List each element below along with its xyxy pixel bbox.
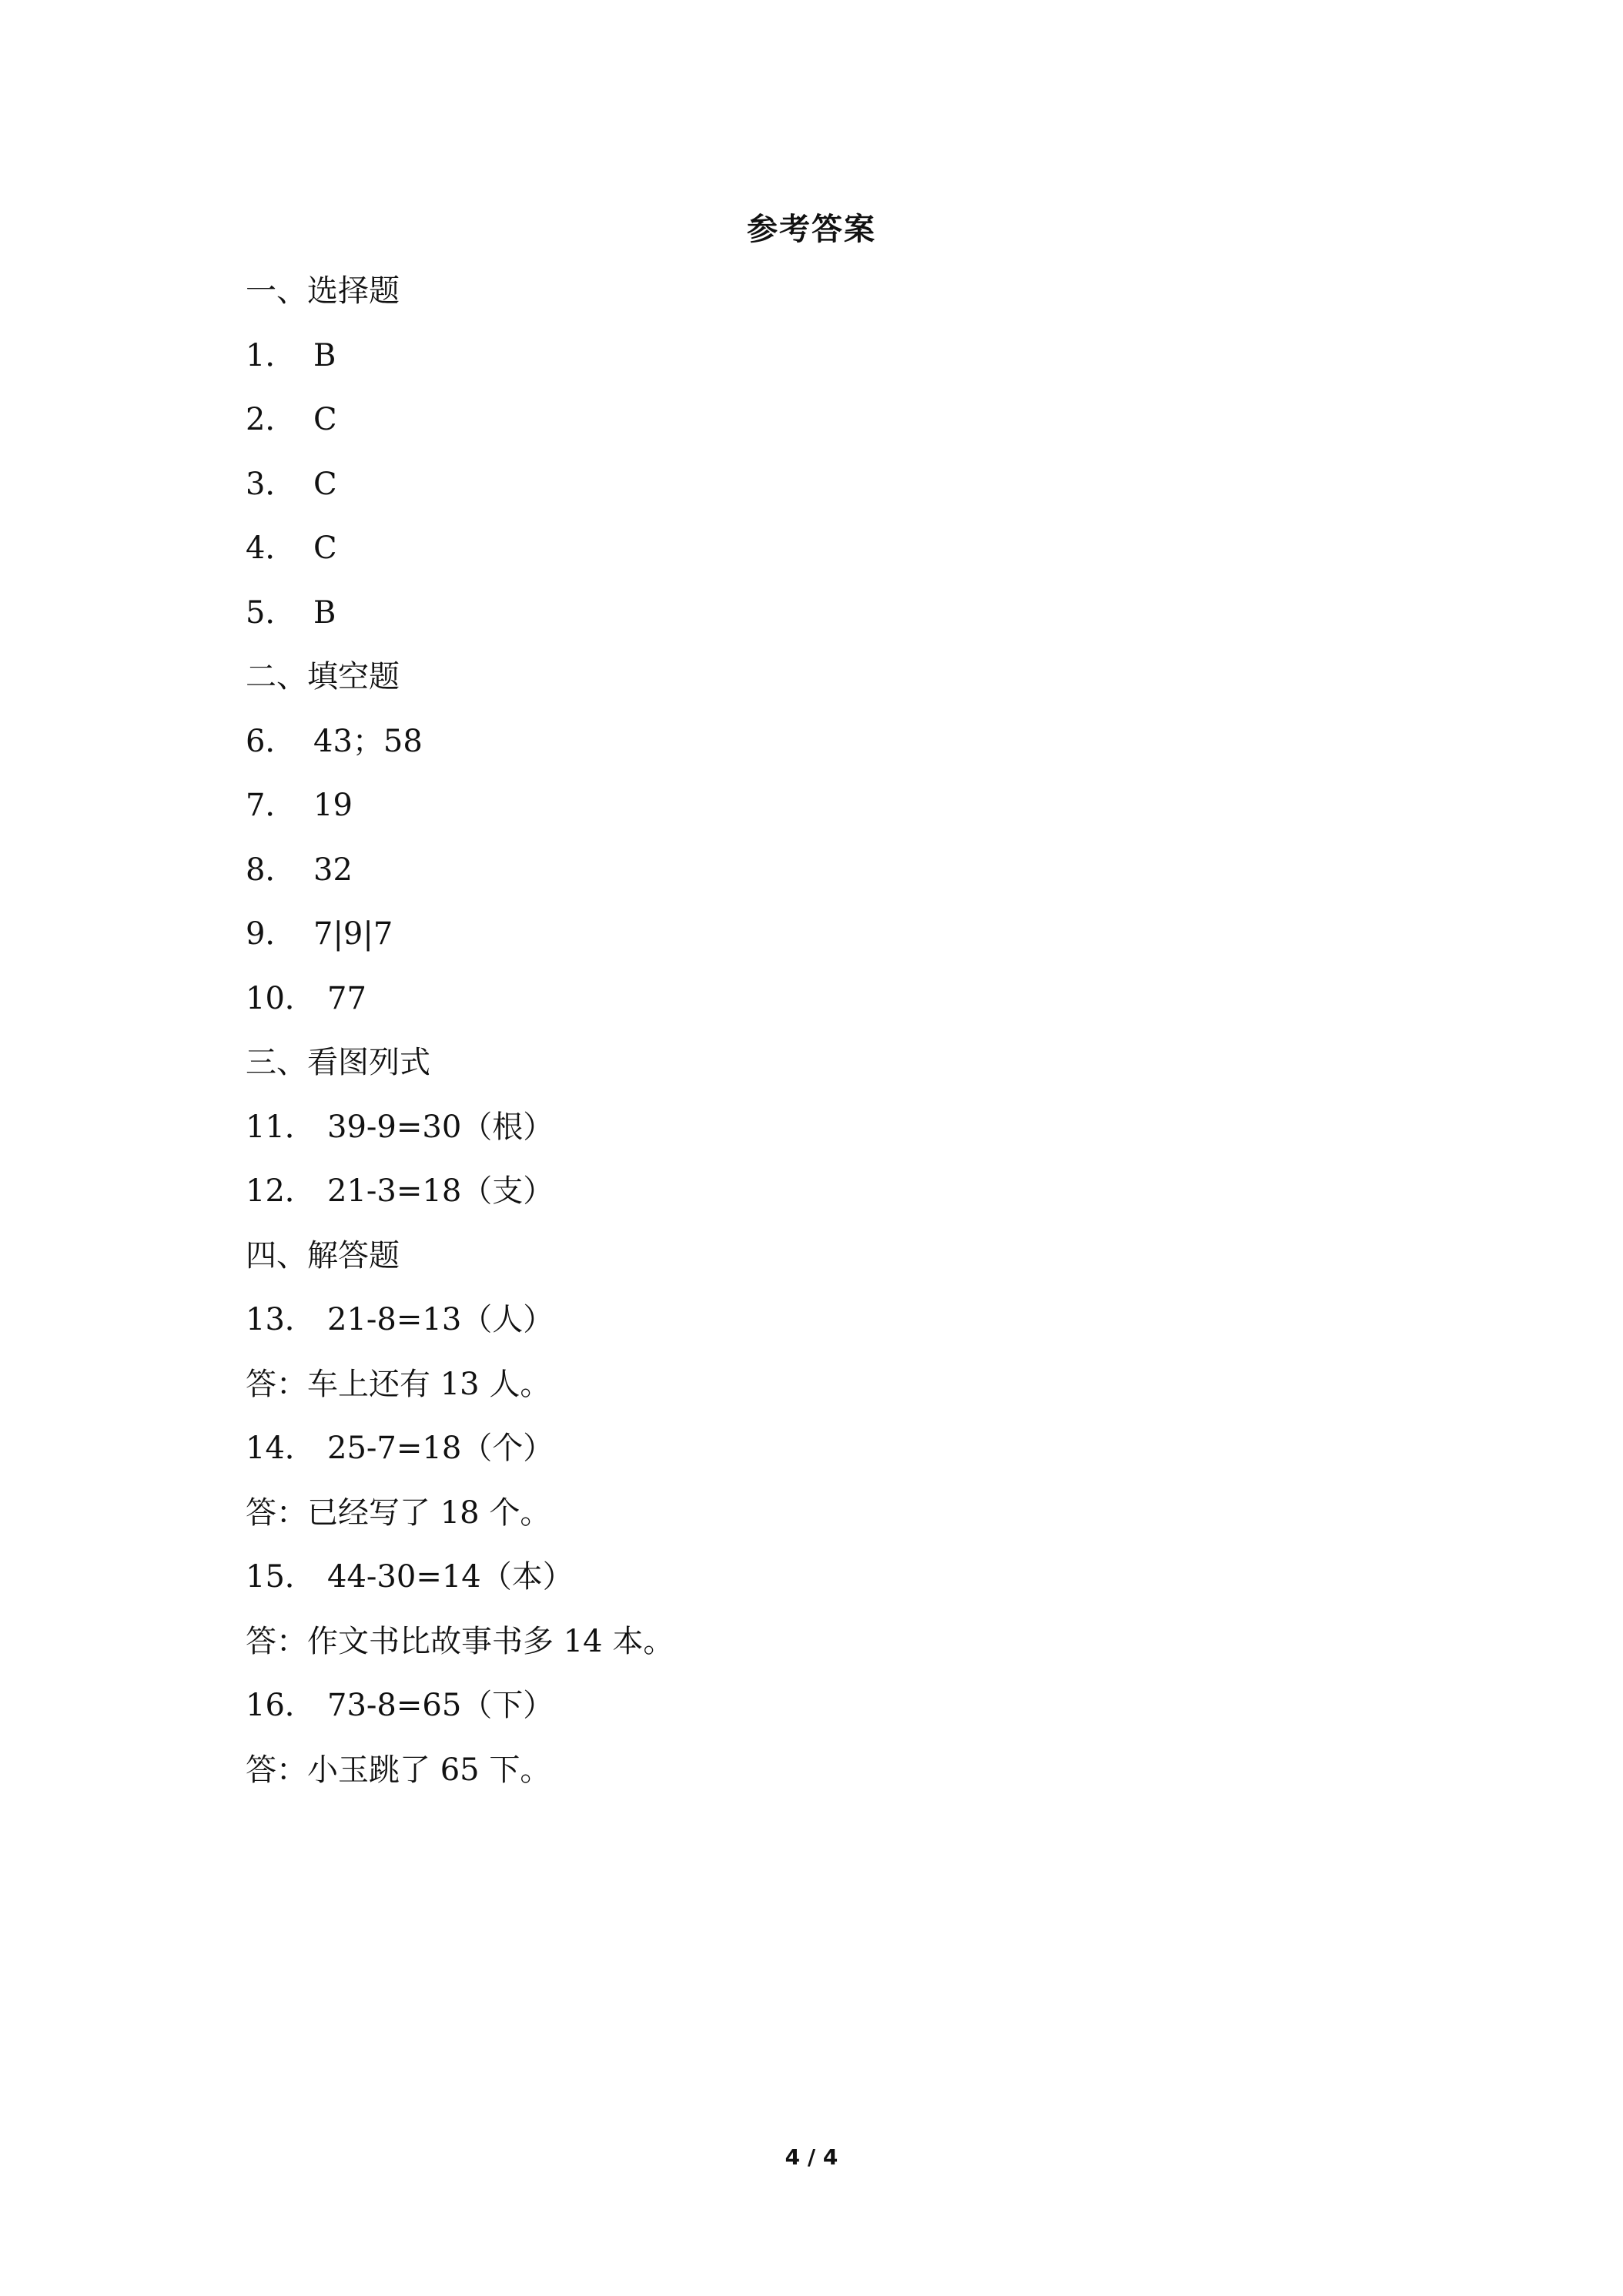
section-heading: [246, 654, 1400, 718]
answer-number: 10．: [246, 980, 316, 1016]
answer-text: B: [313, 594, 336, 631]
answer-reply: [246, 1618, 1400, 1683]
answer-item: [246, 1104, 1400, 1169]
answer-text: 7|9|7: [313, 916, 393, 952]
answer-item: [246, 1168, 1400, 1233]
answer-text: 43；58: [313, 723, 423, 759]
answer-item: [246, 1297, 1400, 1361]
page-title: 参考答案: [747, 212, 876, 247]
answer-text: 77: [327, 980, 366, 1016]
answer-item: [246, 397, 1400, 461]
answer-text: B: [313, 337, 336, 373]
answer-reply: [246, 1490, 1400, 1555]
answer-number: 16．: [246, 1688, 316, 1723]
answer-text: 21-8=13（人）: [327, 1302, 554, 1337]
answer-text: C: [313, 402, 337, 437]
answer-reply-text: 答：车上还有 13 人。: [246, 1366, 551, 1402]
answer-reply-text: 答：已经写了 18 个。: [246, 1494, 551, 1531]
answer-item: [246, 461, 1400, 526]
answer-item: [246, 847, 1400, 912]
answer-text: 32: [313, 852, 353, 888]
answer-list: [246, 268, 1400, 1811]
answer-number: 1．: [246, 337, 296, 373]
section-heading: [246, 268, 1400, 333]
answer-number: 11．: [246, 1109, 316, 1145]
answer-number: 5．: [246, 594, 296, 631]
answer-text: 25-7=18（个）: [327, 1431, 554, 1466]
answer-item: [246, 333, 1400, 397]
answer-item: [246, 782, 1400, 847]
answer-item: [246, 911, 1400, 976]
section-heading: [246, 1039, 1400, 1104]
answer-text: 21-3=18（支）: [327, 1173, 554, 1209]
section-title: 三、看图列式: [246, 1045, 430, 1080]
answer-item: [246, 525, 1400, 590]
answer-item: [246, 976, 1400, 1040]
section-title: 二、填空题: [246, 659, 400, 694]
answer-item: [246, 1554, 1400, 1618]
answer-number: 8．: [246, 852, 296, 888]
answer-text: 39-9=30（根）: [327, 1109, 554, 1145]
answer-number: 7．: [246, 788, 296, 823]
answer-reply-text: 答：小玉跳了 65 下。: [246, 1752, 551, 1788]
answer-number: 12．: [246, 1173, 316, 1209]
answer-reply-text: 答：作文书比故事书多 14 本。: [246, 1623, 674, 1659]
answer-text: 19: [313, 788, 353, 823]
section-title: 四、解答题: [246, 1237, 400, 1274]
answer-number: 4．: [246, 530, 296, 566]
answer-item: [246, 1425, 1400, 1490]
answer-number: 15．: [246, 1559, 316, 1595]
answer-text: C: [313, 466, 337, 502]
answer-number: 9．: [246, 916, 296, 952]
answer-reply: [246, 1361, 1400, 1426]
answer-item: [246, 1682, 1400, 1747]
answer-number: 2．: [246, 402, 296, 437]
answer-text: C: [313, 530, 337, 566]
answer-number: 14．: [246, 1431, 316, 1466]
answer-item: [246, 590, 1400, 654]
page-number: 4 / 4: [785, 2144, 838, 2170]
answer-text: 73-8=65（下）: [327, 1688, 554, 1723]
answer-number: 13．: [246, 1302, 316, 1337]
answer-item: [246, 718, 1400, 783]
answer-number: 6．: [246, 723, 296, 759]
section-heading: [246, 1233, 1400, 1297]
answer-text: 44-30=14（本）: [327, 1559, 574, 1595]
answer-reply: [246, 1747, 1400, 1812]
section-title: 一、选择题: [246, 273, 400, 309]
answer-number: 3．: [246, 466, 296, 502]
